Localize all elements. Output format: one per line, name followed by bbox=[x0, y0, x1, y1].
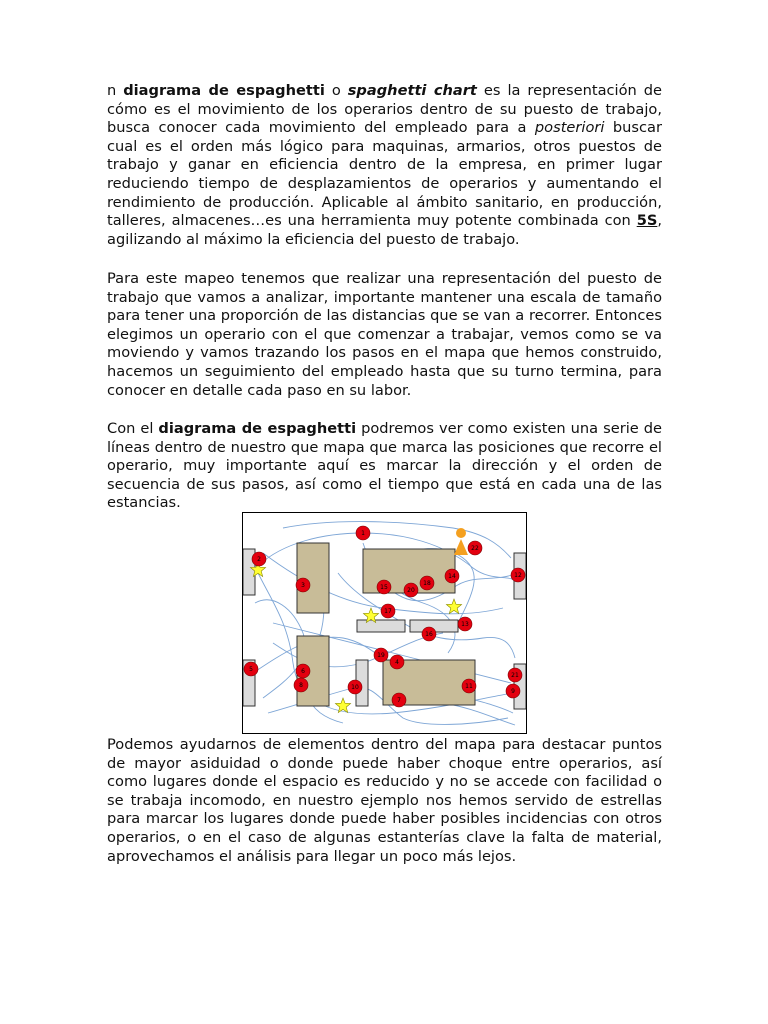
sequence-marker-7 bbox=[392, 693, 406, 707]
intro-text-connector: o bbox=[324, 82, 348, 99]
sequence-marker-6 bbox=[296, 664, 310, 678]
sequence-marker-label: 15 bbox=[380, 584, 388, 592]
sequence-marker-label: 9 bbox=[511, 688, 515, 696]
link-5s[interactable]: 5S bbox=[636, 212, 658, 230]
sequence-marker-10 bbox=[348, 680, 362, 694]
sequence-marker-20 bbox=[404, 583, 418, 597]
sequence-marker-label: 7 bbox=[397, 697, 401, 705]
sequence-marker-21 bbox=[508, 668, 522, 682]
paragraph-mapping: Para este mapeo tenemos que realizar una representación del puesto de trabajo que vamos a analizar, importante mantener una escala de tamaño para tener una proporción de las distancias que se van a recorrer. Entonces elegimos un operario con el que comenzar a trabajar, vemos como se va moviendo y vamos trazando los pasos en el mapa que hemos construido, hacemos un seguimiento del empleado hasta que su turno termina, para conocer en detalle cada paso en su labor. bbox=[107, 270, 662, 399]
sequence-marker-label: 6 bbox=[301, 668, 305, 676]
sequence-marker-label: 11 bbox=[465, 683, 473, 691]
spaghetti-diagram bbox=[243, 513, 526, 733]
intro-text-start: n bbox=[107, 82, 124, 99]
sequence-marker-19 bbox=[374, 648, 388, 662]
paragraph-stars: Podemos ayudarnos de elementos dentro del mapa para destacar puntos de mayor asiduidad o donde puede haber choque entre operarios, así como lugares donde el espacio es reducido y no se accede con facilidad o se trabaja incomodo, en nuestro ejemplo nos hemos servido de estrellas para marcar los lugares donde puede haber posibles incidencias con otros operarios, o en el caso de algunas estanterías clave la falta de material, aprovechamos el análisis para llegar un poco más lejos. bbox=[107, 736, 662, 865]
sequence-marker-12 bbox=[511, 568, 525, 582]
term-posteriori: posteriori bbox=[534, 119, 605, 137]
sequence-marker-label: 4 bbox=[395, 659, 399, 667]
sequence-marker-18 bbox=[420, 576, 434, 590]
sequence-marker-label: 20 bbox=[407, 587, 415, 595]
paragraph-lines bbox=[107, 420, 662, 513]
term-diagrama-de-espaghetti-2: diagrama de espaghetti bbox=[158, 420, 357, 437]
sequence-marker-label: 21 bbox=[511, 672, 519, 680]
sequence-marker-label: 14 bbox=[448, 573, 456, 581]
sequence-marker-label: 17 bbox=[384, 608, 392, 616]
sequence-marker-label: 8 bbox=[299, 682, 303, 690]
sequence-marker-5 bbox=[244, 662, 258, 676]
intro-text-body-2: buscar cual es el orden más lógico para maquinas, armarios, otros puestos de trabajo y ganar en eficiencia dentro de la empresa, en primer lugar reduciendo tiempo de desplazamientos de operarios y aumentando el rendimiento de producción. Aplicable al ámbito sanitario, en producción, talleres, almacenes…es una herramienta muy potente combinada con bbox=[107, 119, 662, 230]
intro-text-body: es la representación de cómo es el movimiento de los operarios dentro de su puesto de trabajo, busca conocer cada movimiento del empleado para a bbox=[107, 82, 662, 137]
term-diagrama-de-espaghetti: diagrama de espaghetti bbox=[123, 82, 325, 99]
sequence-marker-label: 19 bbox=[377, 652, 385, 660]
sequence-marker-16 bbox=[422, 627, 436, 641]
sequence-marker-22 bbox=[468, 541, 482, 555]
sequence-marker-label: 3 bbox=[301, 582, 305, 590]
star-icon bbox=[446, 599, 461, 614]
paragraph-intro bbox=[107, 82, 662, 249]
sequence-marker-label: 1 bbox=[361, 530, 365, 538]
sequence-marker-label: 22 bbox=[471, 545, 479, 553]
sequence-marker-label: 5 bbox=[249, 666, 253, 674]
sequence-marker-1 bbox=[356, 526, 370, 540]
sequence-marker-4 bbox=[390, 655, 404, 669]
sequence-marker-14 bbox=[445, 569, 459, 583]
sequence-marker-9 bbox=[506, 684, 520, 698]
lines-text-body: podremos ver como existen una serie de líneas dentro de nuestro que mapa que marca las posiciones que recorre el operario, muy importante aquí es marcar la dirección y el orden de secuencia de sus pasos, así como el tiempo que está en cada una de las estancias. bbox=[107, 420, 663, 512]
sequence-marker-2 bbox=[252, 552, 266, 566]
lines-text-start: Con el bbox=[107, 420, 159, 437]
sequence-marker-label: 18 bbox=[423, 580, 431, 588]
sequence-marker-label: 12 bbox=[514, 572, 522, 580]
sequence-marker-3 bbox=[296, 578, 310, 592]
intro-text-end: , agilizando al máximo la eficiencia del puesto de trabajo. bbox=[107, 212, 662, 248]
sequence-marker-8 bbox=[294, 678, 308, 692]
spaghetti-diagram-figure bbox=[242, 512, 527, 734]
sequence-marker-13 bbox=[458, 617, 472, 631]
sequence-marker-label: 13 bbox=[461, 621, 469, 629]
sequence-marker-11 bbox=[462, 679, 476, 693]
sequence-marker-17 bbox=[381, 604, 395, 618]
sequence-marker-label: 10 bbox=[351, 684, 359, 692]
sequence-marker-label: 16 bbox=[425, 631, 433, 639]
sequence-marker-15 bbox=[377, 580, 391, 594]
term-spaghetti-chart: spaghetti chart bbox=[347, 82, 477, 99]
sequence-marker-label: 2 bbox=[257, 556, 261, 564]
operator-icon bbox=[454, 528, 468, 555]
shelf-center-left bbox=[357, 620, 405, 632]
